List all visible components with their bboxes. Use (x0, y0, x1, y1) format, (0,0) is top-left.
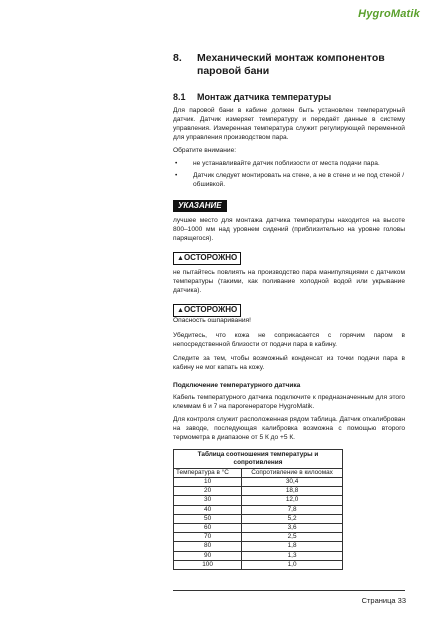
table-title: Таблица соотношения температуры и сопротивления (174, 449, 343, 468)
attention-text: Обратите внимание: (173, 146, 237, 154)
table-cell: 90 (174, 551, 242, 560)
logo-suffix: Matik (390, 8, 420, 20)
table-cell: 5,2 (242, 514, 343, 523)
warning-line-2: Убедитесь, что кожа не соприкасается с горячим паром в непосредственной близости от подачи пара в кабину. (173, 331, 405, 348)
table-row (174, 514, 343, 523)
connection-heading: Подключение температурного датчика (173, 382, 301, 390)
table-cell: 40 (174, 505, 242, 514)
intro-paragraph: Для паровой бани в кабине должен быть установлен температурный датчик. Датчик измеряет температуру и передаёт данные в систему управления. Измеренная температура служит регулирующей переменной для управления производством пара. (173, 107, 405, 141)
list-item: • не устанавливайте датчик поблизости от места подачи пара. (175, 159, 380, 167)
hygromatik-logo (358, 8, 420, 20)
warning-triangle-icon: ▲ (177, 306, 184, 314)
table-cell: 60 (174, 523, 242, 532)
connection-paragraph-2: Для контроля служит расположенная рядом таблица. Датчик откалиброван на заводе, последующая калибровка возможна с помощью второго термометра в диапазоне от 5 К до +5 К. (173, 416, 405, 441)
subsection-number: 8.1 (173, 92, 186, 102)
table-cell: 7,8 (242, 505, 343, 514)
table-cell: 3,6 (242, 523, 343, 532)
table-cell: 80 (174, 542, 242, 551)
table-row (174, 496, 343, 505)
table-cell: 2,5 (242, 533, 343, 542)
table-cell: 30,4 (242, 477, 343, 486)
table-body (174, 477, 343, 569)
warning-line-1: Опасность ошпаривания! (173, 316, 251, 324)
table-row (174, 505, 343, 514)
note-text: лучшее место для монтажа датчика температуры находится на высоте 800–1000 мм над уровнем сидений (приблизительно на уровне головы парящегося). (173, 217, 405, 243)
section-title: Механический монтаж компонентов паровой бани (197, 52, 385, 77)
list-item-text: не устанавливайте датчик поблизости от места подачи пара. (193, 159, 380, 167)
warning-label-text: ОСТОРОЖНО (183, 252, 238, 262)
table-cell: 20 (174, 487, 242, 496)
table-row (174, 523, 343, 532)
warning-triangle-icon: ▲ (177, 254, 184, 262)
warning-label-text: ОСТОРОЖНО (183, 304, 238, 314)
list-item: • Датчик следует монтировать на стене, а не в стене и не под стеной / обшивкой. (175, 172, 405, 189)
warning-label (173, 304, 241, 317)
page-number: Страница 33 (361, 596, 406, 605)
table-cell: 70 (174, 533, 242, 542)
logo-prefix: Hygro (358, 8, 391, 20)
table-row (174, 551, 343, 560)
table-cell: 1,8 (242, 542, 343, 551)
table-cell: 30 (174, 496, 242, 505)
table-header-resistance: Сопротивление в килоомах (242, 468, 343, 477)
table-cell: 100 (174, 560, 242, 569)
table-row (174, 487, 343, 496)
warning-text: не пытайтесь повлиять на производство пара манипуляциями с датчиком температуры (такими, как поливание холодной водой или укрывание датчика). (173, 268, 405, 294)
resistance-table (173, 449, 343, 570)
list-item-text: Датчик следует монтировать на стене, а не в стене и не под стеной / обшивкой. (193, 172, 405, 189)
section-number: 8. (173, 52, 182, 64)
table-row (174, 477, 343, 486)
table-header-temperature: Температура в °C (174, 468, 242, 477)
table-cell: 18,8 (242, 487, 343, 496)
connection-paragraph-1: Кабель температурного датчика подключите к предназначенным для этого клеммам 6 и 7 на парогенераторе HygroMatik. (173, 394, 405, 411)
page-content (173, 52, 405, 570)
note-label: УКАЗАНИЕ (173, 200, 227, 212)
table-cell: 1,3 (242, 551, 343, 560)
table-row (174, 560, 343, 569)
table-cell: 1,0 (242, 560, 343, 569)
footer-divider (173, 590, 405, 591)
table-cell: 10 (174, 477, 242, 486)
warning-label (173, 252, 241, 265)
table-cell: 12,0 (242, 496, 343, 505)
warning-line-3: Следите за тем, чтобы возможный конденсат из точки подачи пара в кабину не мог капать на кожу. (173, 355, 405, 372)
subsection-heading (173, 92, 405, 103)
section-heading (173, 52, 405, 78)
bullet-list (173, 160, 405, 191)
subsection-title: Монтаж датчика температуры (197, 92, 332, 102)
table-cell: 50 (174, 514, 242, 523)
table-row (174, 533, 343, 542)
table-row (174, 542, 343, 551)
